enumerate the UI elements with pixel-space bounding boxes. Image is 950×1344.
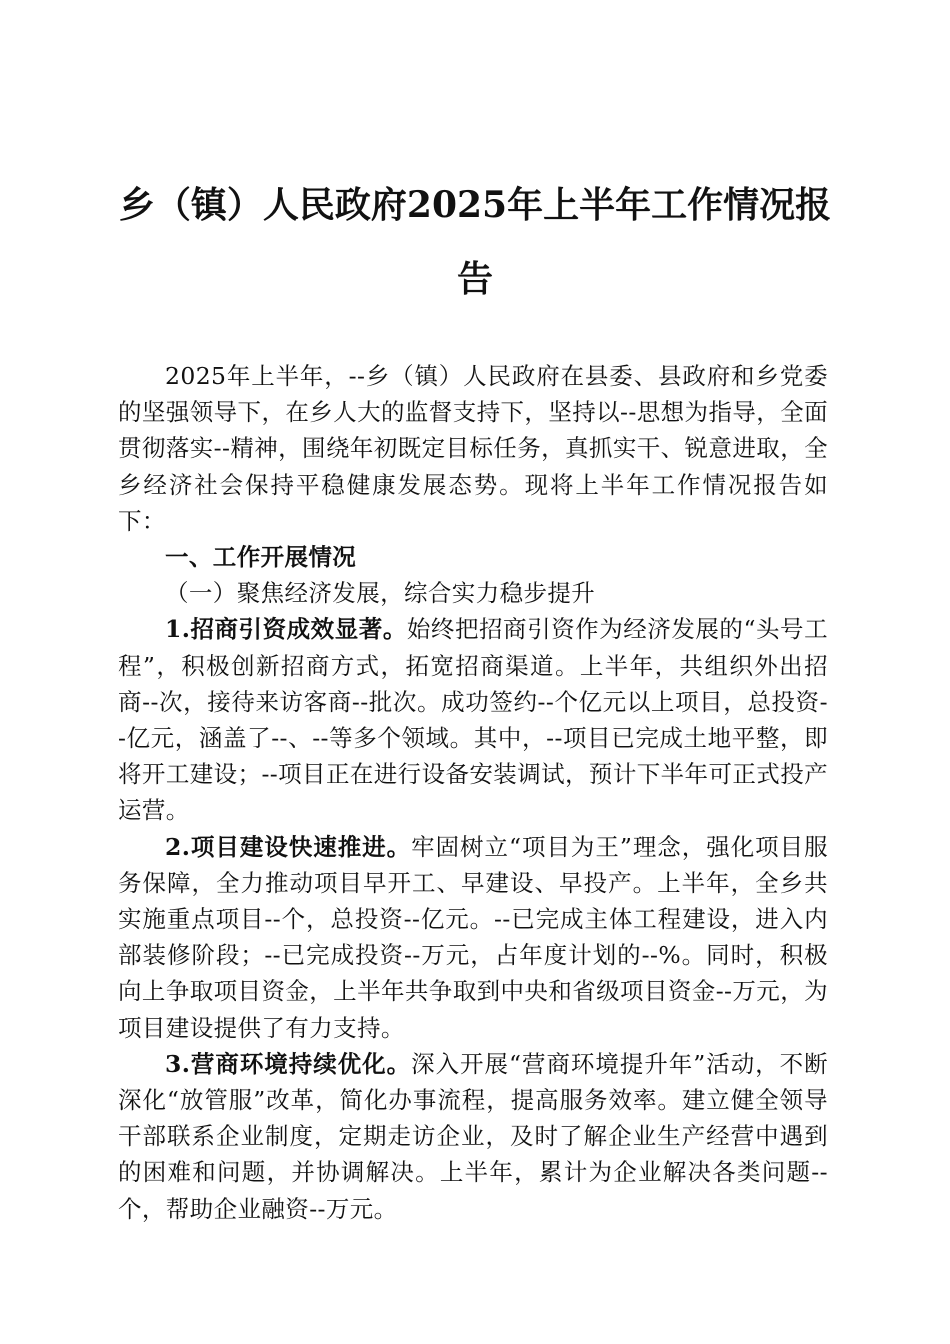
item-paragraph-1 bbox=[118, 611, 828, 828]
intro-paragraph: 2025年上半年，--乡（镇）人民政府在县委、县政府和乡党委的坚强领导下，在乡人大的监督支持下，坚持以--思想为指导，全面贯彻落实--精神，围绕年初既定目标任务，真抓实干、锐意进取，全乡经济社会保持平稳健康发展态势。现将上半年工作情况报告如下： bbox=[118, 362, 828, 535]
item-text-3: 深入开展“营商环境提升年”活动，不断深化“放管服”改革，简化办事流程，提高服务效率。建立健全领导干部联系企业制度，定期走访企业，及时了解企业生产经营中遇到的困难和问题，并协调解决。上半年，累计为企业解决各类问题--个，帮助企业融资--万元。 bbox=[118, 1049, 829, 1223]
item-text-1: 始终把招商引资作为经济发展的“头号工程”，积极创新招商方式，拓宽招商渠道。上半年，共组织外出招商--次，接待来访客商--批次。成功签约--个亿元以上项目，总投资--亿元，涵盖了--、--等多个领域。其中，--项目已完成土地平整，即将开工建设；--项目正在进行设备安装调试，预计下半年可正式投产运营。 bbox=[118, 615, 828, 825]
item-paragraph-2 bbox=[118, 829, 828, 1046]
section-heading: 一、工作开展情况 bbox=[165, 543, 357, 572]
item-lead-3: 3.营商环境持续优化。 bbox=[165, 1049, 412, 1078]
item-lead-1: 1.招商引资成效显著。 bbox=[165, 615, 407, 644]
subsection-heading: （一）聚焦经济发展，综合实力稳步提升 bbox=[165, 579, 596, 608]
item-text-2: 牢固树立“项目为王”理念，强化项目服务保障，全力推动项目早开工、早建设、早投产。上半年，全乡共实施重点项目--个，总投资--亿元。--已完成主体工程建设，进入内部装修阶段；--已完成投资--万元，占年度计划的--%。同时，积极向上争取项目资金，上半年共争取到中央和省级项目资金--万元，为项目建设提供了有力支持。 bbox=[118, 832, 829, 1042]
item-paragraph-3 bbox=[118, 1046, 828, 1227]
document-title: 乡（镇）人民政府2025年上半年工作情况报告 bbox=[118, 184, 832, 300]
item-lead-2: 2.项目建设快速推进。 bbox=[165, 832, 412, 861]
document-body bbox=[118, 358, 828, 1227]
